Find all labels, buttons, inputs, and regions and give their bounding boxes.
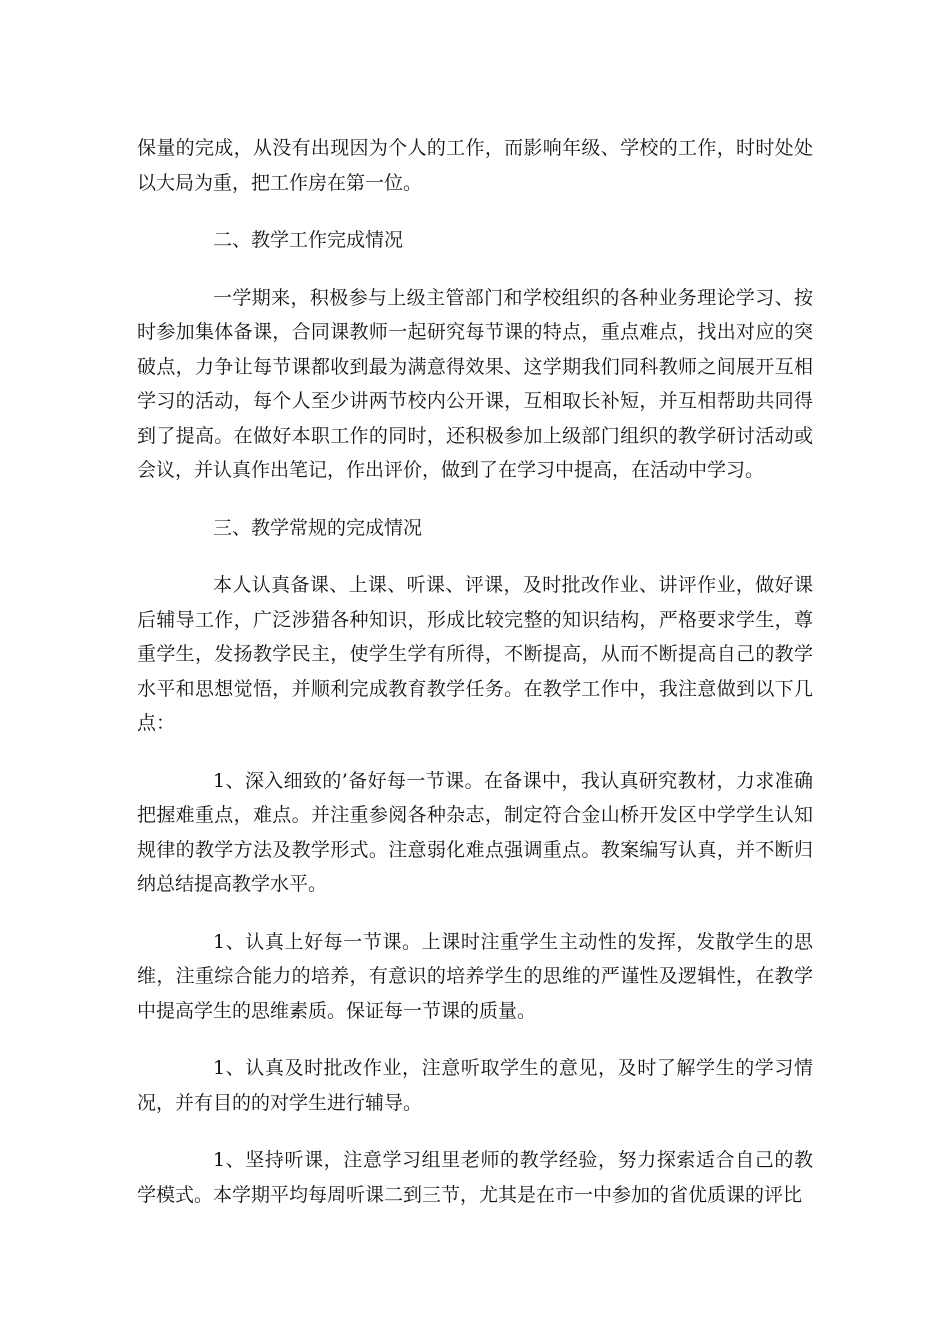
paragraph-continuation: 保量的完成，从没有出现因为个人的工作，而影响年级、学校的工作，时时处处以大局为重，把工作房在第一位。 <box>137 137 813 194</box>
list-item-prepare-lessons: 1、深入细致的’备好每一节课。在备课中，我认真研究教材，力求准确把握难重点，难点。并注重参阅各种杂志，制定符合金山桥开发区中学学生认知规律的教学方法及教学形式。注意弱化难点强调重点。教案编写认真，并不断归纳总结提高教学水平。 <box>137 769 813 895</box>
list-item-attend-lessons: 1、坚持听课，注意学习组里老师的教学经验，努力探索适合自己的教学模式。本学期平均每周听课二到三节，尤其是在市一中参加的省优质课的评比 <box>137 1149 813 1206</box>
list-item-grade-homework: 1、认真及时批改作业，注意听取学生的意见，及时了解学生的学习情况，并有目的的对学生进行辅导。 <box>137 1057 813 1114</box>
list-item-teach-lessons: 1、认真上好每一节课。上课时注重学生主动性的发挥，发散学生的思维，注重综合能力的培养，有意识的培养学生的思维的严谨性及逻辑性，在教学中提高学生的思维素质。保证每一节课的质量。 <box>137 930 813 1022</box>
paragraph-routine: 本人认真备课、上课、听课、评课，及时批改作业、讲评作业，做好课后辅导工作，广泛涉猎各种知识，形成比较完整的知识结构，严格要求学生，尊重学生，发扬教学民主，使学生学有所得，不断提高，从而不断提高自己的教学水平和思想觉悟，并顺利完成教育教学任务。在教学工作中，我注意做到以下几点： <box>137 574 813 734</box>
document-body <box>137 131 813 1212</box>
section-heading-3: 三、教学常规的完成情况 <box>213 516 423 539</box>
paragraph-teaching-work: 一学期来，积极参与上级主管部门和学校组织的各种业务理论学习、按时参加集体备课，合同课教师一起研究每节课的特点，重点难点，找出对应的突破点，力争让每节课都收到最为满意得效果、这学期我们同科教师之间展开互相学习的活动，每个人至少讲两节校内公开课，互相取长补短，并互相帮助共同得到了提高。在做好本职工作的同时，还积极参加上级部门组织的教学研讨活动或会议，并认真作出笔记，作出评价，做到了在学习中提高，在活动中学习。 <box>137 286 813 481</box>
section-heading-2: 二、教学工作完成情况 <box>213 229 404 251</box>
